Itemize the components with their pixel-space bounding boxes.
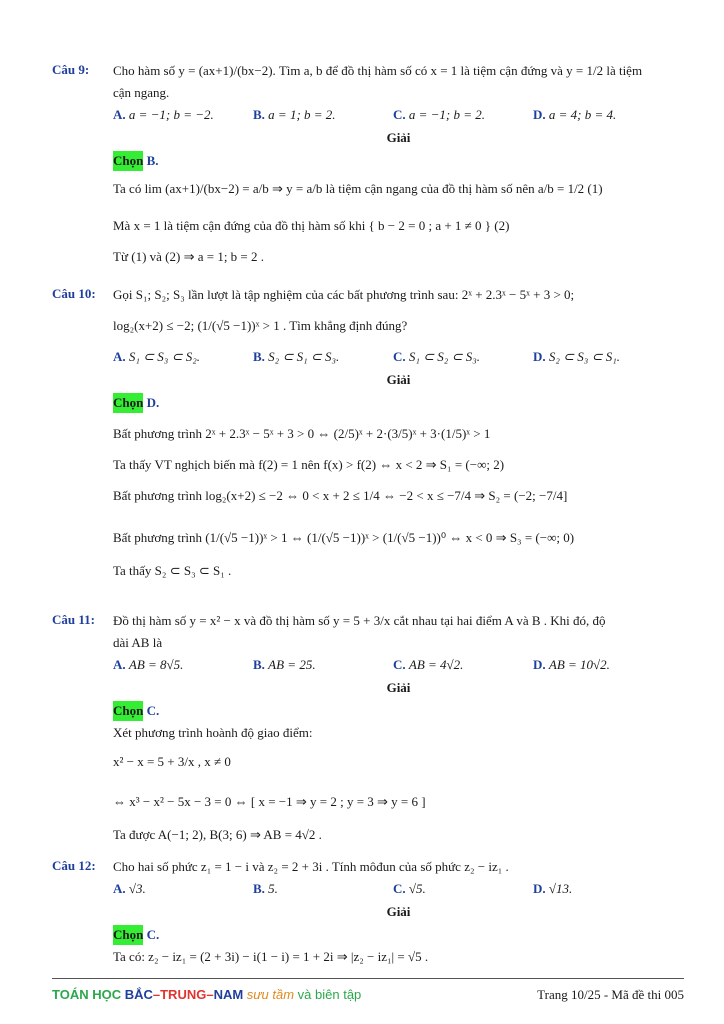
option-a: A. AB = 8√5. xyxy=(113,656,184,672)
solution-heading: Giải xyxy=(386,372,411,387)
question-stem: cận ngang. xyxy=(113,84,170,100)
option-c: C. a = −1; b = 2. xyxy=(393,106,486,122)
answer-options xyxy=(113,104,684,126)
solution-heading: Giải xyxy=(386,904,411,919)
question-label: Câu 12: xyxy=(52,858,96,873)
footer-brand: TOÁN HỌC BẮC–TRUNG–NAM sưu tầm và biên tập xyxy=(52,987,362,1002)
solution-line: Mà x = 1 là tiệm cận đứng của đồ thị hàm số khi { b − 2 = 0 ; a + 1 ≠ 0 } (2) xyxy=(113,218,510,234)
option-b: B. AB = 25. xyxy=(253,656,316,672)
option-a: A. a = −1; b = −2. xyxy=(113,106,214,122)
solution-line: Xét phương trình hoành độ giao điểm: xyxy=(113,725,313,741)
question-10 xyxy=(52,284,684,582)
option-b: B. S₂ ⊂ S₁ ⊂ S₃. xyxy=(253,348,340,364)
solution-line: Ta có lim (ax+1)/(bx−2) = a/b ⇒ y = a/b là tiệm cận ngang của đồ thị hàm số nên a/b = 1/2 (1) xyxy=(113,181,603,197)
solution-line: Ta thấy S₂ ⊂ S₃ ⊂ S₁ . xyxy=(113,563,232,579)
question-stem: Cho hai số phức z₁ = 1 − i và z₂ = 2 + 3i . Tính môđun của số phức z₂ − iz₁ . xyxy=(113,858,509,874)
solution-line: Ta được A(−1; 2), B(3; 6) ⇒ AB = 4√2 . xyxy=(113,827,322,843)
solution-line: ⇔ x³ − x² − 5x − 3 = 0 ⇔ [ x = −1 ⇒ y = 2 ; y = 3 ⇒ y = 6 ] xyxy=(113,794,426,810)
question-stem: log₂(x+2) ≤ −2; (1/(√5 −1))ˣ > 1 . Tìm khẳng định đúng? xyxy=(113,317,408,333)
answer-options xyxy=(113,346,684,368)
question-11 xyxy=(52,610,684,846)
solution-line: Từ (1) và (2) ⇒ a = 1; b = 2 . xyxy=(113,249,265,265)
question-stem: Đồ thị hàm số y = x² − x và đồ thị hàm số y = 5 + 3/x cắt nhau tại hai điểm A và B . Khi đó, độ xyxy=(113,612,606,628)
question-label: Câu 10: xyxy=(52,286,96,301)
option-b: B. a = 1; b = 2. xyxy=(253,106,336,122)
chosen-answer: Chọn C. xyxy=(113,700,684,722)
question-stem: dài AB là xyxy=(113,634,163,650)
option-d: D. √13. xyxy=(533,880,573,896)
option-a: A. √3. xyxy=(113,880,146,896)
page-number: Trang 10/25 - Mã đề thi 005 xyxy=(537,987,684,1002)
option-d: D. AB = 10√2. xyxy=(533,656,610,672)
question-9 xyxy=(52,60,684,268)
solution-heading: Giải xyxy=(386,680,411,695)
option-b: B. 5. xyxy=(253,880,278,896)
solution-line: Ta có: z₂ − iz₁ = (2 + 3i) − i(1 − i) = 1 + 2i ⇒ |z₂ − iz₁| = √5 . xyxy=(113,949,429,965)
option-c: C. AB = 4√2. xyxy=(393,656,464,672)
solution-line: Bất phương trình (1/(√5 −1))ˣ > 1 ⇔ (1/(√5 −1))ˣ > (1/(√5 −1))⁰ ⇔ x < 0 ⇒ S₃ = (−∞; 0) xyxy=(113,530,575,546)
question-12 xyxy=(52,856,684,968)
question-label: Câu 9: xyxy=(52,62,90,77)
solution-line: Ta thấy VT nghịch biến mà f(2) = 1 nên f(x) > f(2) ⇔ x < 2 ⇒ S₁ = (−∞; 2) xyxy=(113,457,505,473)
question-stem: Cho hàm số y = (ax+1)/(bx−2). Tìm a, b để đồ thị hàm số có x = 1 là tiệm cận đứng và y = 1/2 là tiệm xyxy=(113,62,643,78)
chosen-answer: Chọn B. xyxy=(113,150,684,172)
answer-options xyxy=(113,654,684,676)
question-stem: Gọi S₁; S₂; S₃ lần lượt là tập nghiệm của các bất phương trình sau: 2ˣ + 2.3ˣ − 5ˣ + 3 > 0; xyxy=(113,286,575,302)
option-d: D. S₂ ⊂ S₃ ⊂ S₁. xyxy=(533,348,620,364)
answer-options xyxy=(113,878,684,900)
solution-line: Bất phương trình 2ˣ + 2.3ˣ − 5ˣ + 3 > 0 ⇔ (2/5)ˣ + 2·(3/5)ˣ + 3·(1/5)ˣ > 1 xyxy=(113,426,491,442)
option-c: C. √5. xyxy=(393,880,426,896)
solution-line: Bất phương trình log₂(x+2) ≤ −2 ⇔ 0 < x + 2 ≤ 1/4 ⇔ −2 < x ≤ −7/4 ⇒ S₂ = (−2; −7/4] xyxy=(113,488,568,504)
option-a: A. S₁ ⊂ S₃ ⊂ S₂. xyxy=(113,348,200,364)
page-footer xyxy=(52,978,684,1009)
option-d: D. a = 4; b = 4. xyxy=(533,106,617,122)
option-c: C. S₁ ⊂ S₂ ⊂ S₃. xyxy=(393,348,480,364)
chosen-answer: Chọn D. xyxy=(113,392,684,414)
chosen-answer: Chọn C. xyxy=(113,924,684,946)
solution-line: x² − x = 5 + 3/x , x ≠ 0 xyxy=(113,754,231,770)
solution-heading: Giải xyxy=(386,130,411,145)
question-label: Câu 11: xyxy=(52,612,95,627)
